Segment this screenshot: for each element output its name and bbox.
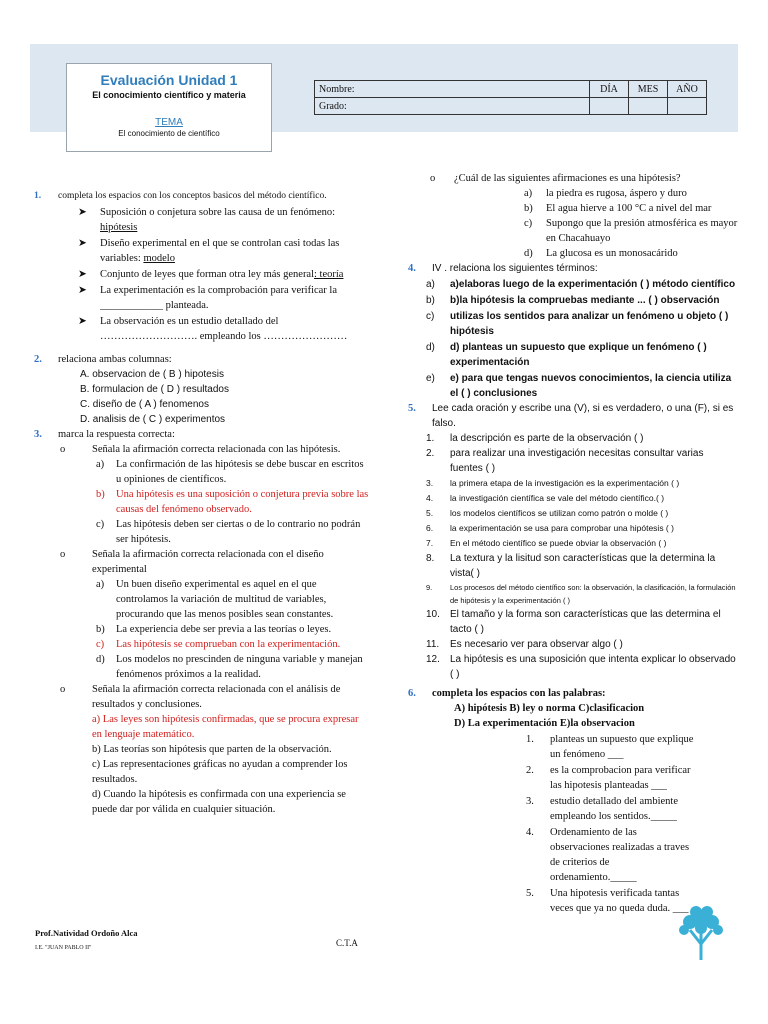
q2-item[interactable]: A. observacion de ( B ) hipotesis [80, 369, 224, 380]
question-5 [404, 401, 738, 431]
q5-item[interactable] [404, 607, 738, 637]
q1-item [30, 236, 370, 266]
q1-item-text: La observación es un estudio detallado del ………………………. empleando los …………………… [100, 316, 348, 342]
q3-option-text: Las leyes son hipótesis confirmadas, que se procura expresar en lenguaje matemático. [92, 714, 359, 740]
q4-item-text: b)la hipótesis la compruebas mediante ... ( ) observación [450, 295, 720, 306]
q4-item-text: utilizas los sentidos para analizar un fenómeno u objeto ( ) hipótesis [450, 311, 729, 337]
q6-item[interactable] [404, 732, 738, 762]
q3-option-letter: b) [96, 489, 105, 500]
q5-item[interactable] [404, 491, 738, 506]
circle-bullet-icon: o [60, 444, 66, 455]
question-text: completa los espacios con los conceptos basicos del método científico. [58, 191, 327, 201]
q6-item[interactable] [404, 825, 738, 885]
question-number: 6. [408, 688, 416, 699]
q4-item[interactable] [404, 293, 738, 308]
question-2 [30, 352, 370, 367]
q5-item-text: la investigación científica se vale del método científico.( ) [450, 493, 665, 503]
question-1 [30, 189, 370, 204]
q3-group-title: Señala la afirmación correcta relacionada con el análisis de resultados y conclusiones. [92, 684, 341, 710]
q3b-option-text: Supongo que la presión atmosférica es mayor en Chacahuayo [546, 218, 738, 244]
q5-item[interactable] [404, 652, 738, 682]
q3-option-letter: d) [96, 654, 105, 665]
q5-item-text: La hipótesis es una suposición que intenta explicar lo observado ( ) [450, 654, 736, 680]
day-field[interactable] [590, 98, 629, 115]
q3b-option-letter: d) [524, 248, 533, 259]
q5-item-text: Es necesario ver para observar algo ( ) [450, 639, 623, 650]
q4-item-text: e) para que tengas nuevos conocimientos, la ciencia utiliza el ( ) conclusiones [450, 373, 732, 399]
question-text: completa los espacios con las palabras: [432, 688, 606, 699]
q6-item-number: 2. [526, 765, 534, 776]
q5-item-number: 12. [426, 654, 440, 665]
q5-item-text: El tamaño y la forma son características que las determina el tacto ( ) [450, 609, 721, 635]
q6-item-number: 5. [526, 888, 534, 899]
year-field[interactable] [668, 98, 707, 115]
q3-option[interactable] [92, 652, 370, 682]
q6-item-text: estudio detallado del ambiente empleando los sentidos._____ [550, 796, 678, 822]
q3-option-letter: d) [92, 789, 101, 800]
q3-option-letter: a) [96, 459, 105, 470]
q5-item-text: para realizar una investigación necesitas consultar varias fuentes ( ) [450, 448, 704, 474]
q3-group [30, 547, 370, 682]
q3-option[interactable] [92, 787, 370, 817]
q3-option[interactable] [92, 712, 370, 742]
q3-groups [30, 442, 370, 817]
arrow-bullet-icon: ➤ [78, 285, 87, 296]
q3-option-text: Las hipótesis deben ser ciertas o de lo contrario no podrán ser hipótesis. [116, 519, 361, 545]
arrow-bullet-icon: ➤ [78, 207, 87, 218]
q5-item-number: 2. [426, 448, 435, 459]
q4-item-letter: a) [426, 279, 435, 290]
q3-option-letter: c) [96, 639, 105, 650]
q5-item[interactable] [404, 521, 738, 536]
q5-item-number: 9. [426, 583, 433, 592]
q3-option[interactable] [92, 622, 370, 637]
q5-item-text: En el método científico se puede obviar la observación ( ) [450, 538, 667, 548]
q3-group-title: Señala la afirmación correcta relacionada con las hipótesis. [92, 444, 341, 455]
q6-words-2: D) La experimentación E)la observacion [454, 718, 635, 729]
question-text: Lee cada oración y escribe una (V), si es verdadero, o una (F), si es falso. [432, 403, 734, 429]
q4-item[interactable] [404, 277, 738, 292]
name-field[interactable]: Nombre: [315, 81, 590, 98]
q3-option[interactable] [92, 487, 370, 517]
q1-item [30, 205, 370, 235]
month-field[interactable] [629, 98, 668, 115]
q5-item[interactable] [404, 476, 738, 491]
question-number: 3. [34, 429, 42, 440]
question-text: IV . relaciona los siguientes términos: [432, 263, 598, 274]
question-text: marca la respuesta correcta: [58, 429, 175, 440]
q1-item [30, 267, 370, 282]
q5-item[interactable] [404, 506, 738, 521]
q1-item-text: Suposición o conjetura sobre las causa de un fenómeno: [100, 207, 336, 218]
q2-item[interactable]: B. formulacion de ( D ) resultados [80, 384, 229, 395]
question-4 [404, 261, 738, 276]
q3b-option[interactable] [524, 186, 738, 201]
q4-item[interactable] [404, 371, 738, 401]
q1-item-answer[interactable]: modelo [143, 253, 175, 264]
q5-item-number: 3. [426, 478, 434, 488]
q5-item-text: la descripción es parte de la observación ( ) [450, 433, 644, 444]
q4-item-letter: b) [426, 295, 435, 306]
q5-item-number: 10. [426, 609, 440, 620]
q4-item[interactable] [404, 309, 738, 339]
q3-option-letter: a) [92, 714, 101, 725]
q5-item[interactable] [404, 637, 738, 652]
year-header: AÑO [668, 81, 707, 98]
q3-option-text: Los modelos no prescinden de ninguna variable y manejan fenómenos próximos a la realidad. [116, 654, 363, 680]
q6-item[interactable] [404, 794, 738, 824]
question-text: relaciona ambas columnas: [58, 354, 172, 365]
q3b-options [404, 186, 738, 261]
q5-item-number: 4. [426, 493, 434, 503]
q3b-option[interactable] [524, 246, 738, 261]
q2-item[interactable]: D. analisis de ( C ) experimentos [80, 414, 226, 425]
month-header: MES [629, 81, 668, 98]
q3-group [30, 682, 370, 817]
q5-item-text: los modelos científicos se utilizan como patrón o molde ( ) [450, 508, 669, 518]
q3b-option-text: la piedra es rugosa, áspero y duro [546, 188, 687, 199]
q3-group-title: Señala la afirmación correcta relacionada con el diseño experimental [92, 549, 324, 575]
q1-item-answer[interactable]: hipótesis [100, 222, 138, 233]
q3-option-letter: c) [92, 759, 101, 770]
q3b-option[interactable] [524, 216, 738, 246]
q3-option-text: Las representaciones gráficas no ayudan a comprender los resultados. [92, 759, 348, 785]
course-name: C.T.A [336, 938, 358, 948]
tema-label: TEMA [155, 117, 183, 128]
q3-option-text: Cuando la hipótesis es confirmada con una experiencia se puede dar por válida en cualquier situación. [92, 789, 346, 815]
q3-option[interactable] [92, 577, 370, 622]
q6-item-number: 3. [526, 796, 534, 807]
q3b-option[interactable] [524, 201, 738, 216]
q6-item-text: Una hipotesis verificada tantas veces que ya no queda duda. ___ [550, 888, 689, 914]
q4-item-letter: c) [426, 311, 435, 322]
right-column [404, 171, 738, 916]
tree-logo-icon [678, 904, 724, 962]
q5-item[interactable] [404, 431, 738, 446]
q6-item-number: 4. [526, 827, 534, 838]
q5-item-number: 5. [426, 508, 434, 518]
q3-option[interactable] [92, 742, 370, 757]
q3-group [30, 442, 370, 547]
q5-item[interactable] [404, 581, 738, 607]
q6-words-1: A) hipótesis B) ley o norma C)clasificacion [454, 703, 645, 714]
question-number: 1. [34, 191, 42, 201]
q6-item-number: 1. [526, 734, 534, 745]
q6-item-text: planteas un supuesto que explique un fenómeno ___ [550, 734, 694, 760]
q3-option[interactable] [92, 637, 370, 652]
q1-item-text: La experimentación es la comprobación para verificar la ____________ planteada. [100, 285, 338, 311]
q5-item-number: 11. [426, 639, 440, 650]
q3b-option-text: La glucosa es un monosacárido [546, 248, 678, 259]
question-number: 5. [408, 403, 416, 414]
arrow-bullet-icon: ➤ [78, 316, 87, 327]
q5-item-text: Los procesos del método científico son: la observación, la clasificación, la formulación de hipótesis y la experimentación ( ) [450, 583, 736, 605]
q3-option-letter: a) [96, 579, 105, 590]
q6-item-text: es la comprobacion para verificar las hipotesis planteadas ___ [550, 765, 691, 791]
question-3 [30, 427, 370, 442]
q6-items [404, 732, 738, 916]
q1-items [30, 205, 370, 344]
arrow-bullet-icon: ➤ [78, 238, 87, 249]
q5-item-text: La textura y la lisitud son características que la determina la vista( ) [450, 553, 716, 579]
q4-item-letter: e) [426, 373, 435, 384]
q5-item-number: 7. [426, 538, 434, 548]
day-header: DÍA [590, 81, 629, 98]
q5-item[interactable] [404, 551, 738, 581]
question-number: 4. [408, 263, 416, 274]
q5-item-number: 1. [426, 433, 435, 444]
q3-option[interactable] [92, 517, 370, 547]
q5-item-number: 6. [426, 523, 434, 533]
student-id-table [314, 80, 707, 115]
q6-item[interactable] [404, 763, 738, 793]
teacher-name: Prof.Natividad Ordoño Alca [35, 928, 138, 938]
q1-item-answer[interactable]: : teoría [314, 269, 344, 280]
worksheet-page [30, 44, 738, 984]
q3-option-text: La confirmación de las hipótesis se debe buscar en escritos u opiniones de científicos. [116, 459, 364, 485]
q3-option-text: Un buen diseño experimental es aquel en el que controlamos la variación de multitud de variables, procurando que las menos posibles sean constantes. [116, 579, 334, 620]
circle-bullet-icon: o [60, 549, 66, 560]
tema-subtitle: El conocimiento de científico [118, 129, 220, 138]
q1-item-text: Conjunto de leyes que forman otra ley más general [100, 269, 315, 280]
left-column [30, 189, 370, 817]
q5-item[interactable] [404, 536, 738, 551]
question-6 [404, 686, 738, 701]
q3b-option-text: El agua hierve a 100 °C a nivel del mar [546, 203, 712, 214]
q5-item-number: 8. [426, 553, 435, 564]
q3-option-text: Una hipótesis es una suposición o conjetura previa sobre las causas del fenómeno observado. [116, 489, 369, 515]
q3-option-text: Las hipótesis se comprueban con la experimentación. [116, 639, 341, 650]
q3b-option-letter: c) [524, 218, 533, 229]
q1-item-text: Diseño experimental en el que se controlan casi todas las variables: [100, 238, 340, 264]
arrow-bullet-icon: ➤ [78, 269, 87, 280]
q5-item[interactable] [404, 446, 738, 476]
q3-option-text: La experiencia debe ser previa a las teorías o leyes. [116, 624, 332, 635]
q4-item-letter: d) [426, 342, 435, 353]
q1-item [30, 314, 370, 344]
grade-field[interactable]: Grado: [315, 98, 590, 115]
q4-item[interactable] [404, 340, 738, 370]
q2-item[interactable]: C. diseño de ( A ) fenomenos [80, 399, 209, 410]
q3-option[interactable] [92, 457, 370, 487]
q3-option[interactable] [92, 757, 370, 787]
q4-items [404, 277, 738, 401]
question-number: 2. [34, 354, 42, 365]
q3-option-letter: c) [96, 519, 105, 530]
q3b-option-letter: b) [524, 203, 533, 214]
q4-item-text: a)elaboras luego de la experimentación ( ) método científico [450, 279, 736, 290]
school-name: I.E. "JUAN PABLO II" [35, 945, 92, 951]
q5-item-text: la experimentación se usa para comprobar una hipótesis ( ) [450, 523, 674, 533]
page-title: Evaluación Unidad 1 [100, 72, 238, 88]
title-box [66, 63, 272, 152]
q5-items [404, 431, 738, 682]
q4-item-text: d) planteas un supuesto que explique un fenómeno ( ) experimentación [450, 342, 707, 368]
q3-option-letter: b) [96, 624, 105, 635]
q3-extra-title: ¿Cuál de las siguientes afirmaciones es una hipótesis? [454, 173, 681, 184]
q1-item [30, 283, 370, 313]
q3-option-letter: b) [92, 744, 101, 755]
circle-bullet-icon: o [430, 173, 436, 184]
q3-extra [404, 171, 738, 186]
q2-items [30, 367, 370, 427]
q3b-option-letter: a) [524, 188, 533, 199]
q6-item-text: Ordenamiento de las observaciones realizadas a traves de criterios de ordenamiento._____ [550, 827, 690, 883]
page-subtitle: El conocimiento científico y materia [92, 90, 246, 100]
q3-option-text: Las teorías son hipótesis que parten de la observación. [103, 744, 332, 755]
q5-item-text: la primera etapa de la investigación es la experimentación ( ) [450, 478, 680, 488]
circle-bullet-icon: o [60, 684, 66, 695]
